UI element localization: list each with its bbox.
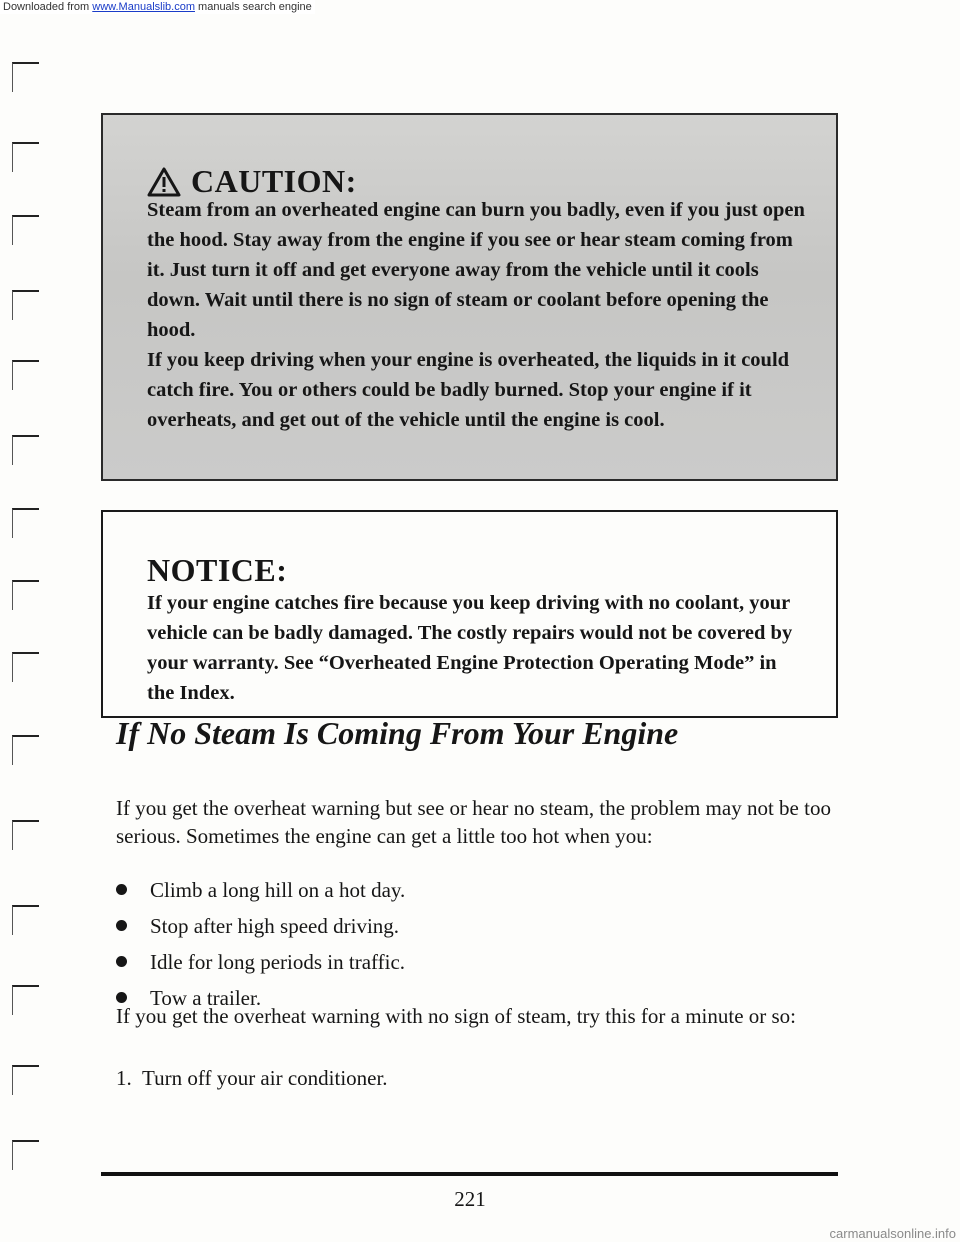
step-number: 1.: [116, 1066, 132, 1090]
footer-divider: [101, 1172, 838, 1176]
list-item: [116, 948, 405, 984]
bullet-icon: [116, 956, 127, 967]
margin-mark: [12, 820, 39, 850]
margin-mark: [12, 290, 39, 320]
list-item: [116, 876, 405, 912]
condition-list: [116, 876, 405, 1020]
margin-mark: [12, 1140, 39, 1170]
watermark-suffix: manuals search engine: [194, 1, 312, 13]
download-watermark: [0, 0, 315, 14]
list-item-text: Stop after high speed driving.: [150, 914, 400, 938]
site-watermark: carmanualsonline.info: [829, 1226, 956, 1241]
watermark-prefix: Downloaded from: [3, 1, 93, 13]
list-item-text: Tow a trailer.: [150, 986, 262, 1010]
margin-mark: [12, 62, 39, 92]
margin-mark: [12, 580, 39, 610]
bullet-icon: [116, 884, 127, 895]
margin-mark: [12, 215, 39, 245]
notice-paragraph: If your engine catches fire because you keep driving with no coolant, your vehicle can be badly damaged. The costly repairs would not be covered by your warranty. See “Overheated Engine Protection Operating Mode” in the Index.: [147, 592, 793, 704]
warning-triangle-icon: [147, 167, 181, 197]
intro-paragraph: If you get the overheat warning but see or hear no steam, the problem may not be too serious. Sometimes the engine can get a little too hot when you:: [116, 796, 831, 848]
manualslib-link[interactable]: www.Manualslib.com: [92, 1, 195, 13]
margin-mark: [12, 1065, 39, 1095]
section-heading: If No Steam Is Coming From Your Engine: [116, 715, 679, 751]
step-text: Turn off your air conditioner.: [142, 1066, 388, 1090]
margin-mark: [12, 735, 39, 765]
margin-mark: [12, 985, 39, 1015]
margin-mark: [12, 142, 39, 172]
margin-mark: [12, 360, 39, 390]
margin-mark: [12, 905, 39, 935]
page-number: 221: [454, 1187, 486, 1211]
list-item-text: Idle for long periods in traffic.: [150, 950, 406, 974]
step-item: [116, 1064, 388, 1092]
caution-paragraph: If you keep driving when your engine is overheated, the liquids in it could catch fire. You or others could be badly burned. Stop your engine if it overheats, and get out of the vehicle until the engine is cool.: [147, 349, 790, 431]
list-item: [116, 912, 405, 948]
instruction-paragraph: If you get the overheat warning with no sign of steam, try this for a minute or so:: [116, 1004, 797, 1028]
notice-title: NOTICE:: [147, 552, 288, 588]
margin-mark: [12, 508, 39, 538]
bullet-icon: [116, 920, 127, 931]
caution-box: [101, 113, 838, 481]
notice-box: [101, 510, 838, 718]
list-item-text: Climb a long hill on a hot day.: [150, 878, 406, 902]
margin-mark: [12, 435, 39, 465]
caution-title: CAUTION:: [191, 163, 357, 199]
margin-mark: [12, 652, 39, 682]
caution-paragraph: Steam from an overheated engine can burn you badly, even if you just open the hood. Stay away from the engine if you see or hear steam coming from it. Just turn it off and get everyone away from the vehicle until it cools down. Wait until there is no sign of steam or coolant before opening the hood.: [147, 199, 805, 341]
